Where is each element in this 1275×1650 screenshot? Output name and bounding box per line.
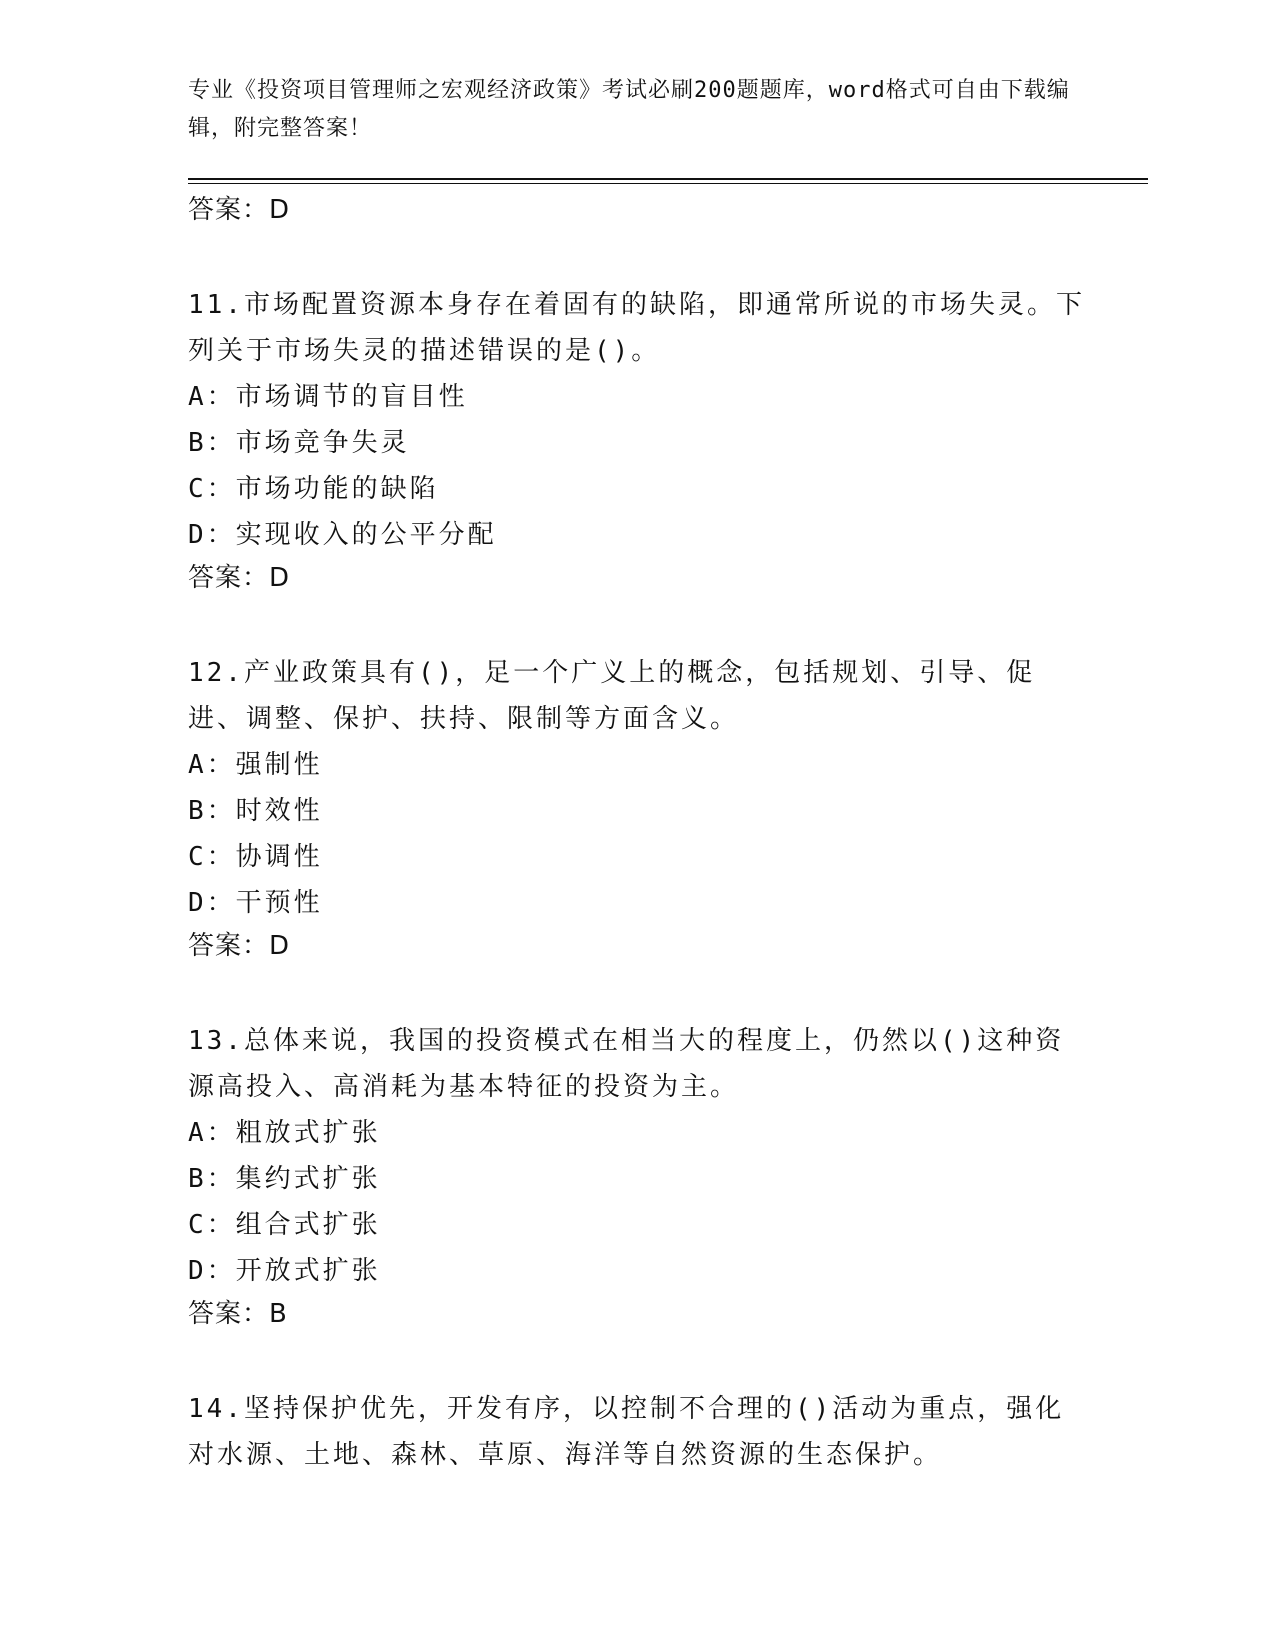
option-b: B：集约式扩张: [188, 1164, 381, 1194]
option-c: C：组合式扩张: [188, 1210, 381, 1240]
header-rule-thin: [188, 183, 1148, 184]
header-rule: [188, 178, 1148, 180]
answer-line: 答案：D: [188, 931, 291, 961]
option-a: A：市场调节的盲目性: [188, 382, 468, 412]
option-a: A：强制性: [188, 750, 323, 780]
option-c: C：协调性: [188, 842, 323, 872]
answer-line: 答案：D: [188, 195, 291, 225]
question-text: 13.总体来说，我国的投资模式在相当大的程度上，仍然以()这种资源高投入、高消耗为基本特征的投资为主。: [188, 1026, 1065, 1102]
answer-line: 答案：D: [188, 563, 291, 593]
question-item: [188, 1018, 1088, 1334]
option-d: D：开放式扩张: [188, 1256, 381, 1286]
option-c: C：市场功能的缺陷: [188, 474, 439, 504]
question-list: [188, 190, 1088, 1478]
option-a: A：粗放式扩张: [188, 1118, 381, 1148]
answer-line: 答案：B: [188, 1299, 288, 1329]
question-text: 14.坚持保护优先，开发有序，以控制不合理的()活动为重点，强化对水源、土地、森林、草原、海洋等自然资源的生态保护。: [188, 1394, 1065, 1470]
page-header: 专业《投资项目管理师之宏观经济政策》考试必刷200题题库，word格式可自由下载编辑，附完整答案！: [188, 78, 1070, 141]
option-b: B：时效性: [188, 796, 323, 826]
question-text: 12.产业政策具有()，足一个广义上的概念，包括规划、引导、促进、调整、保护、扶持、限制等方面含义。: [188, 658, 1036, 734]
option-d: D：实现收入的公平分配: [188, 520, 497, 550]
question-item: [188, 282, 1088, 598]
option-b: B：市场竞争失灵: [188, 428, 410, 458]
question-item: [188, 1386, 1088, 1478]
question-text: 11.市场配置资源本身存在着固有的缺陷，即通常所说的市场失灵。下列关于市场失灵的描述错误的是()。: [188, 290, 1085, 366]
option-d: D：干预性: [188, 888, 323, 918]
question-item: [188, 650, 1088, 966]
